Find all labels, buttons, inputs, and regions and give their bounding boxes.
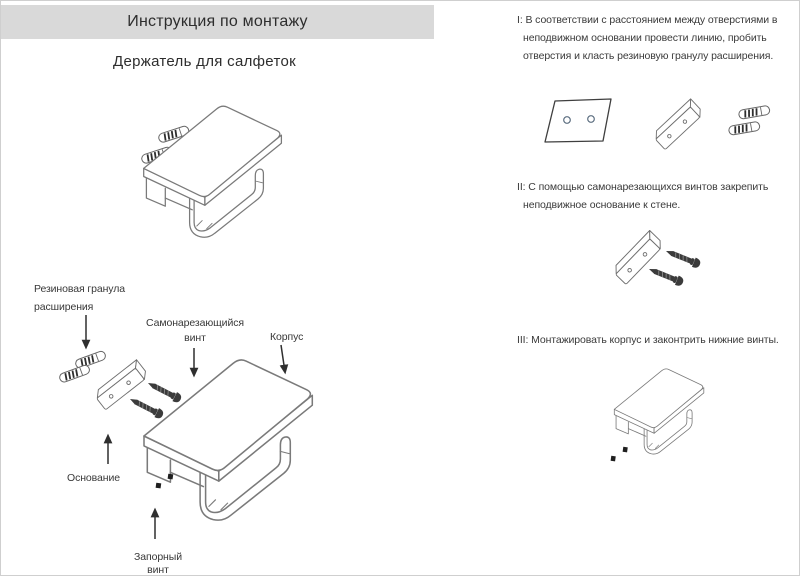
step-1-text: I: В соответствии с расстоянием между отверстиями в неподвижном основании провести линию, пробить отверстия и класть резиновую гранулу расширения. [517,14,778,62]
screw-icon [146,379,183,404]
label-body: Корпус [270,331,304,343]
product-name: Держатель для салфеток [113,53,296,70]
napkin-holder-icon [614,369,704,454]
label-self-tapping-screw: Самонарезающийся винт [146,317,244,344]
rubber-plug-icon [74,350,106,369]
napkin-holder-icon [144,360,312,520]
locking-screw-dot [156,483,162,489]
wall-plate-icon [545,99,611,142]
label-rubber-plug: Резиновая гранула расширения [34,283,125,313]
rubber-plug-icon [738,105,770,119]
step-2-diagram [589,223,737,325]
main-product-drawing [99,81,334,256]
step-2-text: II: С помощью самонарезающихся винтов закрепить неподвижное основание к стене. [517,181,769,211]
base-bracket-icon [652,99,704,150]
header-bar [1,5,434,39]
drill-hole-icon [588,116,595,123]
page-title: Инструкция по монтажу [127,13,308,30]
rubber-plug-icon [728,121,760,135]
screw-icon [128,395,165,420]
locking-screw-dot [168,474,174,480]
locking-screw-dot [623,447,628,453]
label-base: Основание [67,472,120,484]
step-3-text: III: Монтажировать корпус и законтрить нижние винты. [517,334,779,346]
step-1-diagram [529,83,787,178]
rubber-plug-icon [58,364,90,383]
base-bracket-icon [611,231,664,285]
locking-screw-dot [611,456,616,462]
step-3-diagram [583,353,771,495]
drill-hole-icon [564,117,571,124]
screw-icon [647,264,685,287]
screw-icon [664,246,702,269]
label-locking-screw: Запорный винт [134,551,182,576]
napkin-holder-icon [144,106,282,237]
